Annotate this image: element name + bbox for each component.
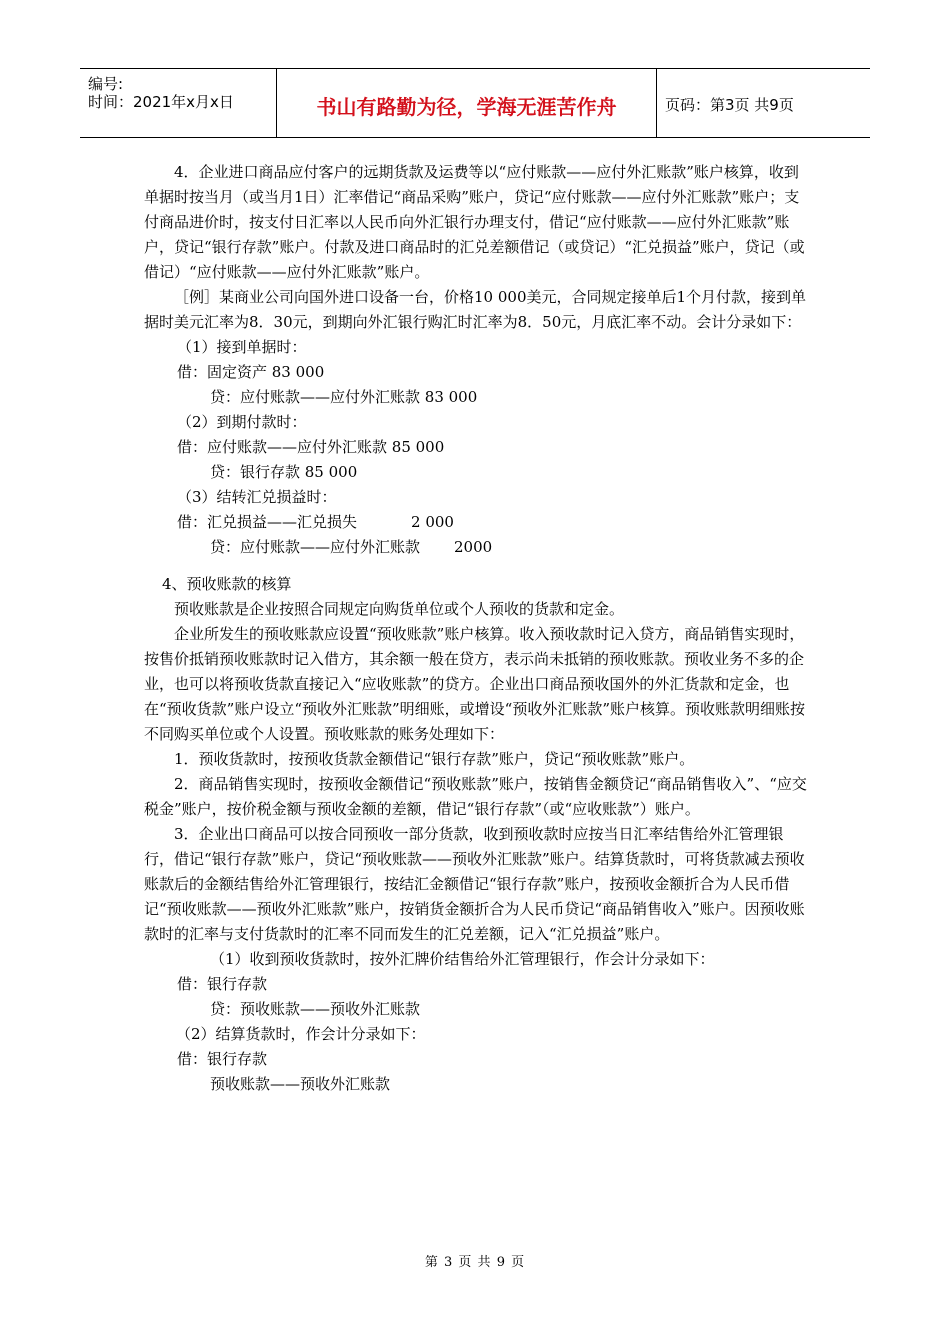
entry-step-1-title: （1）接到单据时： (177, 338, 307, 356)
entry-step-1-credit: 贷：应付账款——应付外汇账款 83 000 (210, 388, 478, 406)
entry-settlement-second-line: 预收账款——预收外汇账款 (210, 1075, 391, 1093)
header-meta-cell (80, 69, 277, 137)
entry-step-3-title: （3）结转汇兑损益时： (177, 488, 337, 506)
entry-receipt-debit: 借：银行存款 (177, 975, 268, 993)
paragraph-rule-3: 3．企业出口商品可以按合同预收一部分货款，收到预收款时应按当日汇率结售给外汇管理银行，借记“银行存款”账户，贷记“预收账款——预收外汇账款”账户。结算货款时，可将货款减去预收账款后的金额结售给外汇管理银行，按结汇金额借记“银行存款”账户，按预收金额折合为人民币借记“预收账款——预收外汇账款”账户，按销货金额折合为人民币贷记“商品销售收入”账户。因预收账款时的汇率与支付货款时的汇率不同而发生的汇兑差额，记入“汇兑损益”账户。 (144, 825, 805, 943)
entry-step-3-debit-amount: 2 000 (411, 513, 454, 531)
entry-settlement-debit: 借：银行存款 (177, 1050, 268, 1068)
paragraph-example: ［例］某商业公司向国外进口设备一台，价格10 000美元，合同规定接单后1个月付款，接到单据时美元汇率为8．30元，到期向外汇银行购汇时汇率为8．50元，月底汇率不动。会计分录如下： (144, 288, 807, 331)
entry-step-2-title: （2）到期付款时： (177, 413, 307, 431)
paragraph-rule-1: 1．预收货款时，按预收货款金额借记“银行存款”账户，贷记“预收账款”账户。 (174, 750, 695, 768)
header-page-cell (657, 69, 870, 137)
entry-step-3-debit (144, 510, 810, 535)
entry-receipt-credit: 贷：预收账款——预收外汇账款 (210, 1000, 421, 1018)
entry-step-3-credit (144, 535, 810, 560)
entry-step-1-debit: 借：固定资产 83 000 (177, 363, 325, 381)
header-page-number: 页码：第3页 共9页 (665, 96, 794, 114)
entry-step-2-debit: 借：应付账款——应付外汇账款 85 000 (177, 438, 445, 456)
entry-step-2-credit: 贷：银行存款 85 000 (210, 463, 358, 481)
paragraph-import-payables: 4．企业进口商品应付客户的远期货款及运费等以“应付账款——应付外汇账款”账户核算，收到单据时按当月（或当月1日）汇率借记“商品采购”账户，贷记“应付账款——应付外汇账款”账户；支付商品进价时，按支付日汇率以人民币向外汇银行办理支付，借记“应付账款——应付外汇账款”账户，贷记“银行存款”账户。付款及进口商品时的汇兑差额借记（或贷记）“汇兑损益”账户，贷记（或借记）“应付账款——应付外汇账款”账户。 (144, 163, 805, 281)
section-heading-advance-receipts: 4、预收账款的核算 (162, 575, 292, 593)
entry-step-3-credit-amount: 2000 (454, 538, 493, 556)
page-header (80, 68, 870, 138)
paragraph-advance-accounting: 企业所发生的预收账款应设置“预收账款”账户核算。收入预收款时记入贷方，商品销售实现时，按售价抵销预收账款时记入借方，其余额一般在贷方，表示尚未抵销的预收账款。预收业务不多的企业，也可以将预收货款直接记入“应收账款”的贷方。企业出口商品预收国外的外汇货款和定金，也在“预收货款”账户设立“预收外汇账款”明细账，或增设“预收外汇账款”账户核算。预收账款明细账按不同购买单位或个人设置。预收账款的账务处理如下： (144, 625, 806, 743)
page-footer: 第 3 页 共 9 页 (424, 1255, 526, 1270)
entry-step-3-credit-account: 贷：应付账款——应付外汇账款 (210, 538, 421, 556)
document-date-label: 时间：2021年x月x日 (88, 93, 234, 111)
entry-step-3-debit-account: 借：汇兑损益——汇兑损失 (177, 513, 358, 531)
header-motto: 书山有路勤为径，学海无涯苦作舟 (316, 95, 617, 119)
paragraph-advance-definition: 预收账款是企业按照合同规定向购货单位或个人预收的货款和定金。 (174, 600, 625, 618)
entry-receipt-title: （1）收到预收货款时，按外汇牌价结售给外汇管理银行，作会计分录如下： (210, 950, 715, 968)
document-body (144, 160, 810, 1097)
entry-settlement-title: （2）结算货款时，作会计分录如下： (176, 1025, 426, 1043)
paragraph-rule-2: 2．商品销售实现时，按预收金额借记“预收账款”账户，按销售金额贷记“商品销售收入”、“应交税金”账户，按价税金额与预收金额的差额，借记“银行存款”（或“应收账款”）账户。 (144, 775, 807, 818)
document-code-label: 编号: (88, 75, 124, 93)
section-spacer (144, 560, 810, 572)
header-motto-cell (277, 69, 657, 137)
